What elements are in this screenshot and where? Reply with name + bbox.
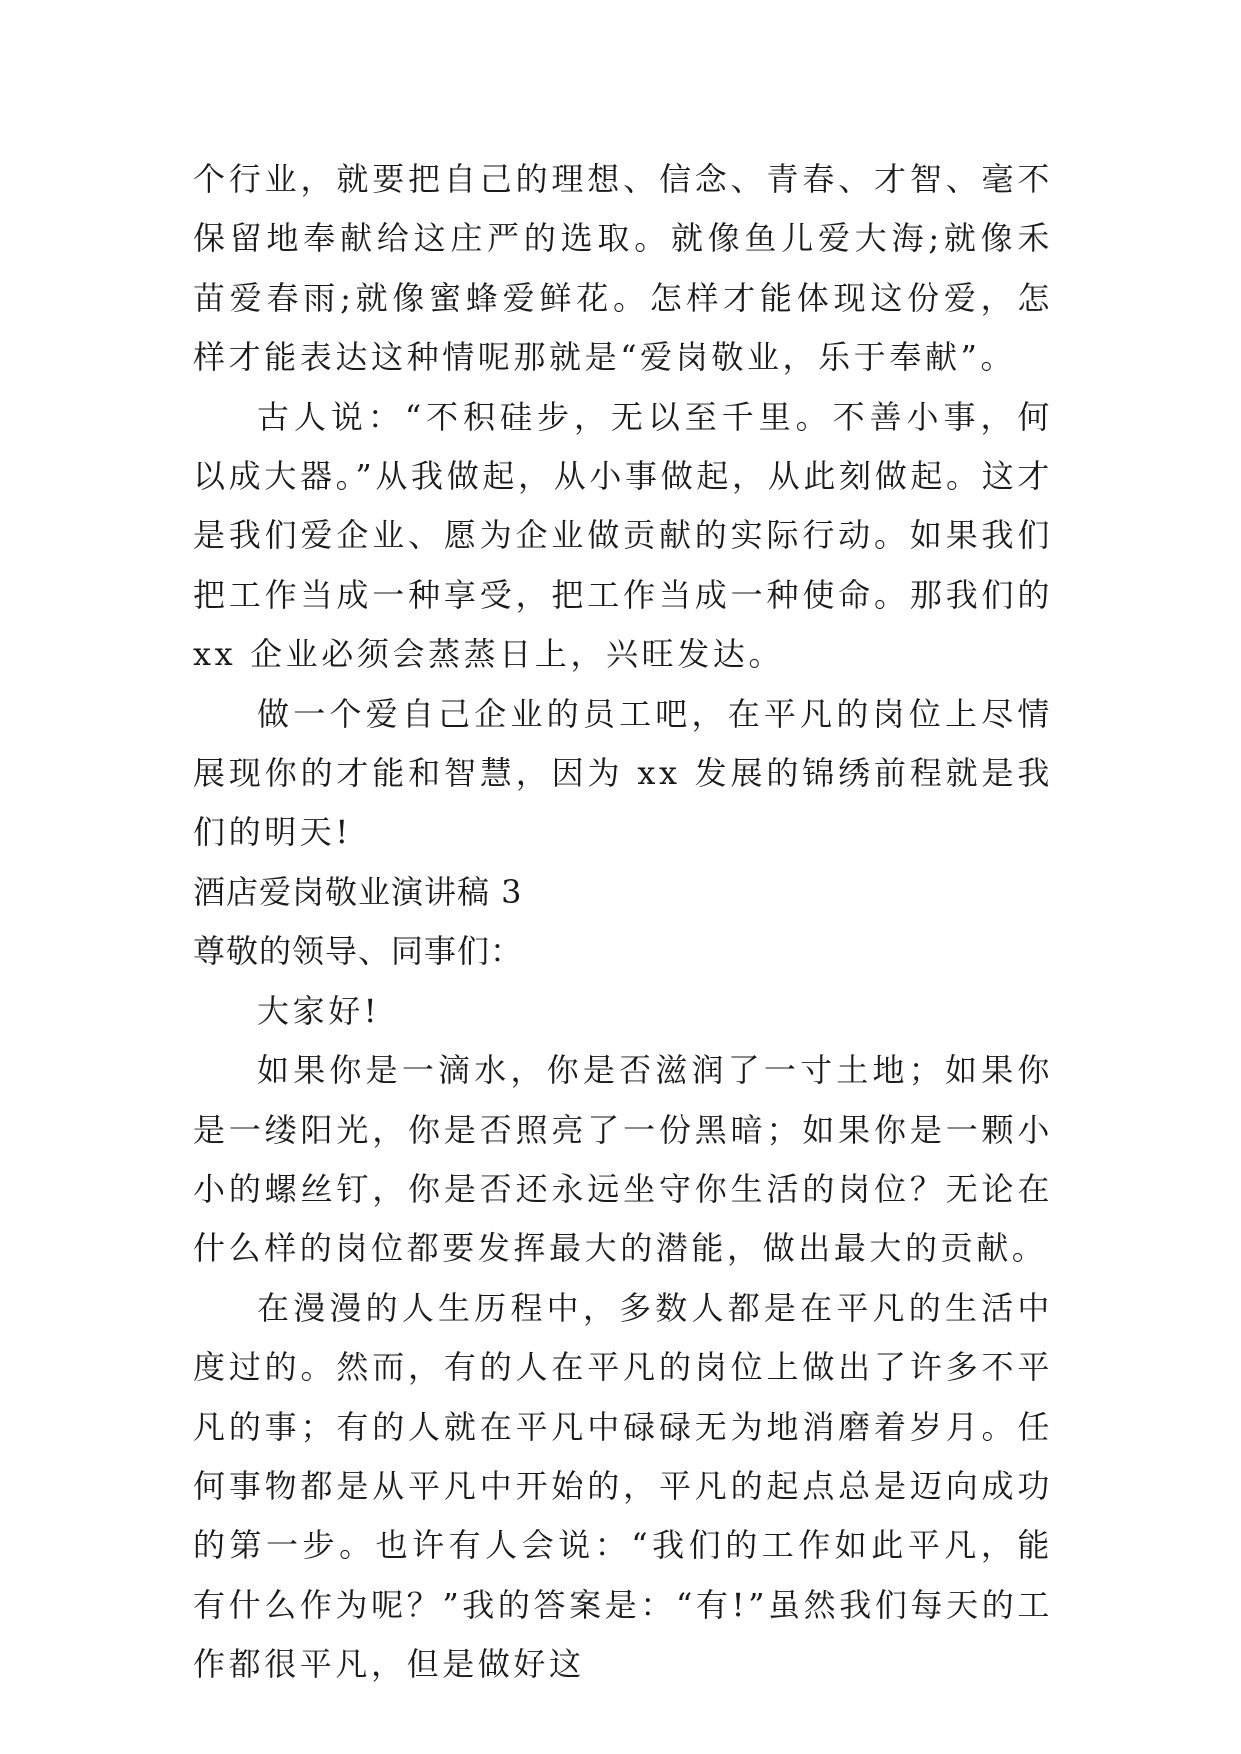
salutation: 尊敬的领导、同事们： (193, 932, 524, 971)
document-body (193, 150, 1053, 1695)
greeting: 大家好! (257, 991, 381, 1030)
section-title: 酒店爱岗敬业演讲稿 3 (193, 872, 523, 911)
paragraph: 古人说：“不积硅步，无以至千里。不善小事，何以成大器。”从我做起，从小事做起，从此刻做起。这才是我们爱企业、愿为企业做贡献的实际行动。如果我们把工作当成一种享受，把工作当成一种使命。那我们的 xx 企业必须会蒸蒸日上，兴旺发达。 (193, 397, 1053, 674)
paragraph: 做一个爱自己企业的员工吧，在平凡的岗位上尽情展现你的才能和智慧，因为 xx 发展的锦绣前程就是我们的明天! (193, 694, 1053, 852)
paragraph: 个行业，就要把自己的理想、信念、青春、才智、毫不保留地奉献给这庄严的选取。就像鱼儿爱大海;就像禾苗爱春雨;就像蜜蜂爱鲜花。怎样才能体现这份爱，怎样才能表达这种情呢那就是“爱岗敬业，乐于奉献”。 (193, 160, 1053, 377)
paragraph: 如果你是一滴水，你是否滋润了一寸土地；如果你是一缕阳光，你是否照亮了一份黑暗；如果你是一颗小小的螺丝钉，你是否还永远坐守你生活的岗位？无论在什么样的岗位都要发挥最大的潜能，做出最大的贡献。 (193, 1051, 1053, 1268)
paragraph: 在漫漫的人生历程中，多数人都是在平凡的生活中度过的。然而，有的人在平凡的岗位上做出了许多不平凡的事；有的人就在平凡中碌碌无为地消磨着岁月。任何事物都是从平凡中开始的，平凡的起点总是迈向成功的第一步。也许有人会说：“我们的工作如此平凡，能有什么作为呢？”我的答案是：“有!”虽然我们每天的工作都很平凡，但是做好这 (193, 1288, 1053, 1684)
